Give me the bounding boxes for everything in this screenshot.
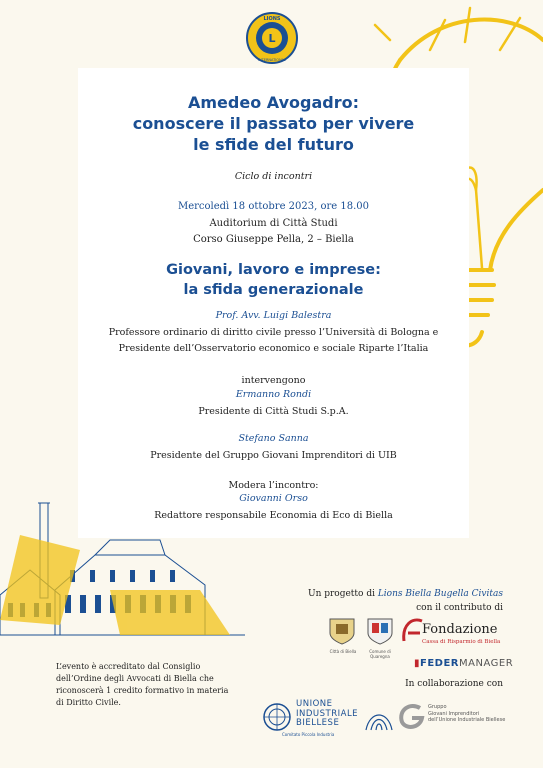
svg-text:L: L — [268, 32, 276, 45]
federmanager-part-1: FEDER — [420, 658, 460, 669]
giovani-mark-icon — [396, 702, 426, 730]
collaboration-label: In collaborazione con — [405, 679, 503, 689]
cycle-label: Ciclo di incontri — [234, 171, 313, 182]
federmanager-part-2: MANAGER — [459, 658, 514, 669]
lions-logo-icon — [246, 12, 298, 64]
speaker-role-2: Presidente dell’Osservatorio economico e sociale Riparte l’Italia — [118, 343, 429, 354]
contribution-label: con il contributo di — [416, 603, 503, 613]
accreditation-line-3: riconoscerà 1 credito formativo in materia — [56, 686, 229, 695]
speaker-role-1: Professore ordinario di diritto civile presso l’Università di Bologna e — [108, 327, 439, 338]
giovani-line-1: Gruppo — [428, 704, 447, 710]
lions-logo-subtext: INTERNATIONAL — [257, 58, 287, 62]
logo-federmanager — [414, 658, 513, 669]
main-title — [78, 92, 469, 155]
giovani-line-2: Giovani Imprenditori — [428, 710, 480, 717]
fondazione-sub: Cassa di Risparmio di Biella — [422, 639, 501, 645]
biella-crest-icon — [326, 615, 358, 645]
project-prefix: Un progetto di — [308, 589, 378, 599]
accreditation-line-1: L’evento è accreditato dal Consiglio — [56, 662, 201, 671]
fondazione-name: Fondazione — [422, 622, 498, 637]
title-line-3: le sfide del futuro — [193, 135, 354, 154]
uib-sub: Comitato Piccola Industria — [282, 732, 335, 737]
moderator-role: Redattore responsabile Economia di Eco di Biella — [154, 510, 393, 521]
uib-emblem-icon — [262, 702, 292, 732]
accreditation-note — [56, 661, 246, 709]
project-credit — [308, 589, 503, 599]
logo-unione-industriale — [262, 700, 362, 740]
accreditation-line-4: di Diritto Civile. — [56, 698, 121, 707]
uib-line-3: BIELLESE — [296, 718, 340, 728]
project-name: Lions Biella Bugella Civitas — [377, 589, 503, 599]
quaregna-caption: Comune di Quaregna — [369, 649, 391, 659]
event-address: Corso Giuseppe Pella, 2 – Biella — [193, 234, 354, 245]
confindustria-icon — [362, 700, 396, 736]
logo-citta-biella — [326, 615, 360, 654]
interventions-label: intervengono — [241, 375, 306, 386]
event-venue: Auditorium di Città Studi — [209, 218, 338, 229]
logo-giovani-imprenditori — [396, 702, 506, 734]
quaregna-crest-icon — [364, 613, 396, 645]
subtitle-line-2: la sfida generazionale — [183, 282, 364, 298]
intervener-2-role: Presidente del Gruppo Giovani Imprenditori di UIB — [150, 450, 397, 461]
accreditation-line-2: dell’Ordine degli Avvocati di Biella che — [56, 674, 214, 683]
intervener-2-name: Stefano Sanna — [238, 433, 309, 444]
event-date: Mercoledì 18 ottobre 2023, ore 18.00 — [177, 201, 370, 212]
biella-caption: Città di Biella — [329, 649, 357, 654]
subtitle-line-1: Giovani, lavoro e imprese: — [166, 262, 381, 278]
federmanager-mark-icon: ▮ — [414, 658, 421, 669]
event-subtitle — [78, 260, 469, 300]
uib-line-2: INDUSTRIALE — [296, 708, 359, 719]
title-line-1: Amedeo Avogadro: — [188, 93, 359, 112]
title-line-2: conoscere il passato per vivere — [132, 114, 415, 133]
intervener-1-role: Presidente di Città Studi S.p.A. — [198, 406, 349, 417]
lions-logo-text: LIONS — [263, 16, 281, 22]
moderator-label: Modera l’incontro: — [228, 480, 319, 491]
logo-fondazione — [400, 615, 505, 649]
fondazione-mark-icon — [400, 615, 424, 645]
speaker-name: Prof. Avv. Luigi Balestra — [215, 310, 332, 321]
uib-line-1: UNIONE — [296, 699, 333, 709]
giovani-line-3: dell’Unione Industriale Biellese — [428, 717, 506, 723]
moderator-name: Giovanni Orso — [239, 493, 308, 504]
logo-comune-quaregna — [360, 613, 400, 659]
intervener-1-name: Ermanno Rondi — [235, 389, 312, 400]
